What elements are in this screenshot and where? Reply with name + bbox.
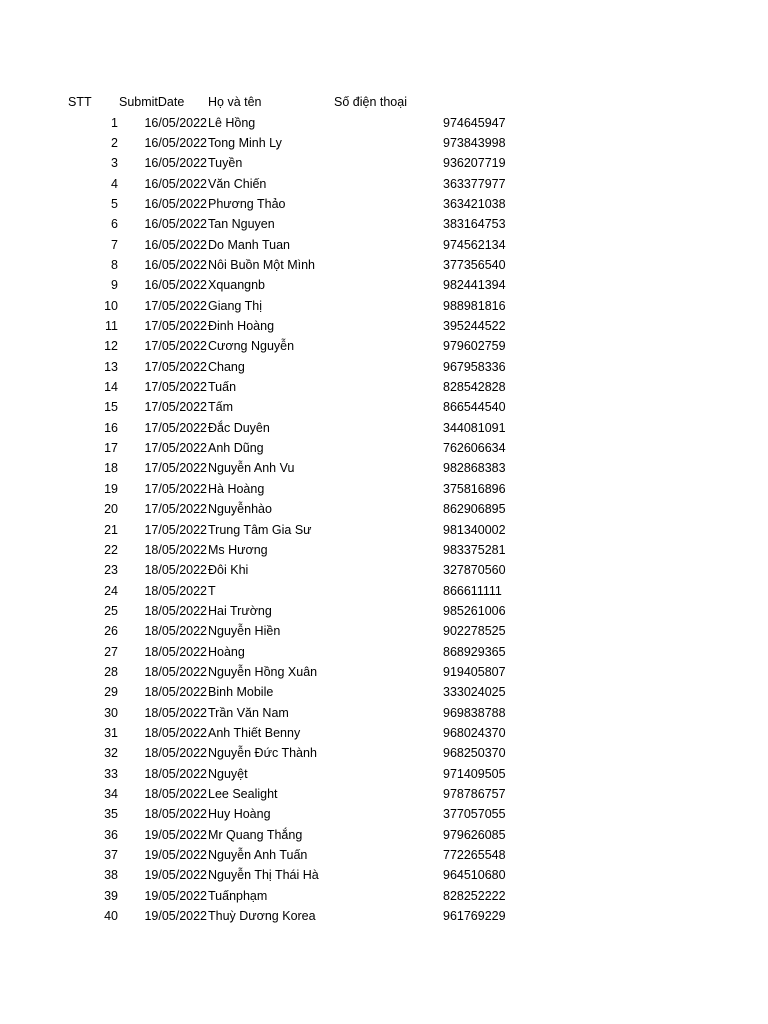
cell-name: Tấm bbox=[208, 400, 233, 415]
cell-submit-date: 17/05/2022 bbox=[144, 481, 207, 496]
cell-name: Nguyễn Hồng Xuân bbox=[208, 664, 318, 679]
table-row bbox=[0, 438, 768, 458]
cell-name: Binh Mobile bbox=[208, 685, 274, 700]
cell-stt: 33 bbox=[104, 766, 118, 781]
cell-submit-date: 18/05/2022 bbox=[144, 705, 207, 720]
cell-stt: 36 bbox=[104, 827, 118, 842]
cell-submit-date: 17/05/2022 bbox=[144, 522, 207, 537]
cell-phone: 973843998 bbox=[443, 135, 506, 150]
cell-stt: 35 bbox=[104, 807, 118, 822]
cell-stt: 5 bbox=[111, 196, 118, 211]
cell-phone: 377356540 bbox=[443, 257, 506, 272]
cell-submit-date: 19/05/2022 bbox=[144, 909, 207, 924]
cell-phone: 866611111 bbox=[443, 583, 502, 598]
cell-submit-date: 16/05/2022 bbox=[144, 237, 207, 252]
table-row bbox=[0, 886, 768, 906]
cell-name: Nguyễn Đức Thành bbox=[208, 746, 317, 761]
cell-stt: 14 bbox=[104, 380, 118, 395]
cell-submit-date: 18/05/2022 bbox=[144, 766, 207, 781]
table-row bbox=[0, 520, 768, 540]
cell-stt: 25 bbox=[104, 603, 118, 618]
cell-name: Văn Chiến bbox=[208, 176, 267, 191]
header-stt: STT bbox=[68, 95, 92, 109]
cell-stt: 28 bbox=[104, 664, 118, 679]
cell-stt: 17 bbox=[104, 441, 118, 456]
cell-phone: 968250370 bbox=[443, 746, 506, 761]
cell-submit-date: 16/05/2022 bbox=[144, 176, 207, 191]
cell-phone: 983375281 bbox=[443, 542, 506, 557]
table-row bbox=[0, 153, 768, 173]
cell-submit-date: 16/05/2022 bbox=[144, 135, 207, 150]
cell-submit-date: 18/05/2022 bbox=[144, 685, 207, 700]
cell-submit-date: 17/05/2022 bbox=[144, 461, 207, 476]
cell-stt: 9 bbox=[111, 278, 118, 293]
table-row bbox=[0, 174, 768, 194]
cell-name: Huy Hoàng bbox=[208, 807, 271, 822]
cell-stt: 12 bbox=[104, 339, 118, 354]
cell-stt: 2 bbox=[111, 135, 118, 150]
cell-name: Cương Nguyễn bbox=[208, 339, 295, 354]
cell-submit-date: 17/05/2022 bbox=[144, 420, 207, 435]
table-row bbox=[0, 113, 768, 133]
cell-name: Đôi Khi bbox=[208, 563, 249, 578]
cell-submit-date: 16/05/2022 bbox=[144, 278, 207, 293]
cell-phone: 936207719 bbox=[443, 156, 506, 171]
cell-name: T bbox=[208, 583, 216, 598]
cell-phone: 828252222 bbox=[443, 888, 506, 903]
table-row bbox=[0, 296, 768, 316]
cell-stt: 18 bbox=[104, 461, 118, 476]
table-row bbox=[0, 214, 768, 234]
cell-submit-date: 18/05/2022 bbox=[144, 787, 207, 802]
cell-phone: 327870560 bbox=[443, 563, 506, 578]
cell-stt: 34 bbox=[104, 787, 118, 802]
cell-name: Tan Nguyen bbox=[208, 217, 275, 232]
table-row bbox=[0, 845, 768, 865]
cell-submit-date: 19/05/2022 bbox=[144, 888, 207, 903]
table-row bbox=[0, 642, 768, 662]
table-row bbox=[0, 784, 768, 804]
cell-phone: 383164753 bbox=[443, 217, 506, 232]
cell-submit-date: 16/05/2022 bbox=[144, 156, 207, 171]
cell-stt: 26 bbox=[104, 624, 118, 639]
table-row bbox=[0, 316, 768, 336]
cell-name: Nguyễnhào bbox=[208, 502, 272, 517]
cell-submit-date: 17/05/2022 bbox=[144, 319, 207, 333]
cell-phone: 363377977 bbox=[443, 176, 506, 191]
cell-name: Hai Trường bbox=[208, 603, 272, 618]
cell-phone: 375816896 bbox=[443, 481, 506, 496]
cell-phone: 967958336 bbox=[443, 359, 506, 374]
cell-phone: 866544540 bbox=[443, 400, 506, 415]
cell-phone: 862906895 bbox=[443, 502, 506, 517]
cell-submit-date: 18/05/2022 bbox=[144, 664, 207, 679]
cell-stt: 21 bbox=[104, 522, 118, 537]
table-row bbox=[0, 662, 768, 682]
cell-submit-date: 17/05/2022 bbox=[144, 400, 207, 415]
table-row bbox=[0, 255, 768, 275]
cell-phone: 964510680 bbox=[443, 868, 506, 883]
table-row bbox=[0, 133, 768, 153]
table-row bbox=[0, 479, 768, 499]
cell-stt: 6 bbox=[111, 217, 118, 232]
cell-name: Chang bbox=[208, 359, 245, 374]
cell-stt: 15 bbox=[104, 400, 118, 415]
cell-phone: 969838788 bbox=[443, 705, 506, 720]
cell-phone: 395244522 bbox=[443, 319, 506, 333]
cell-name: Thuỳ Dương Korea bbox=[208, 909, 316, 924]
cell-phone: 979602759 bbox=[443, 339, 506, 354]
cell-submit-date: 16/05/2022 bbox=[144, 196, 207, 211]
cell-submit-date: 17/05/2022 bbox=[144, 339, 207, 354]
table-row bbox=[0, 682, 768, 702]
table-row bbox=[0, 601, 768, 621]
cell-phone: 344081091 bbox=[443, 420, 506, 435]
cell-phone: 982868383 bbox=[443, 461, 506, 476]
cell-stt: 23 bbox=[104, 563, 118, 578]
cell-submit-date: 18/05/2022 bbox=[144, 726, 207, 740]
cell-submit-date: 18/05/2022 bbox=[144, 644, 207, 659]
cell-submit-date: 18/05/2022 bbox=[144, 746, 207, 761]
cell-name: Do Manh Tuan bbox=[208, 237, 290, 252]
cell-phone: 979626085 bbox=[443, 827, 506, 842]
cell-name: Anh Dũng bbox=[208, 441, 264, 456]
cell-stt: 22 bbox=[104, 542, 118, 557]
cell-phone: 961769229 bbox=[443, 909, 506, 924]
cell-submit-date: 19/05/2022 bbox=[144, 827, 207, 842]
cell-stt: 10 bbox=[104, 298, 118, 313]
header-row bbox=[0, 92, 768, 112]
cell-phone: 363421038 bbox=[443, 196, 506, 211]
cell-name: Trần Văn Nam bbox=[208, 705, 289, 720]
cell-phone: 974645947 bbox=[443, 115, 506, 130]
cell-phone: 981340002 bbox=[443, 522, 506, 537]
cell-phone: 333024025 bbox=[443, 685, 506, 700]
cell-name: Lee Sealight bbox=[208, 787, 278, 802]
cell-submit-date: 18/05/2022 bbox=[144, 603, 207, 618]
table-row bbox=[0, 499, 768, 519]
cell-submit-date: 17/05/2022 bbox=[144, 298, 207, 313]
cell-phone: 902278525 bbox=[443, 624, 506, 639]
cell-name: Nguyễn Thị Thái Hà bbox=[208, 868, 319, 883]
cell-name: Nguyệt bbox=[208, 766, 248, 781]
cell-submit-date: 18/05/2022 bbox=[144, 563, 207, 578]
cell-stt: 4 bbox=[111, 176, 118, 191]
cell-stt: 31 bbox=[104, 726, 118, 740]
cell-name: Nôi Buồn Một Mình bbox=[208, 257, 315, 272]
cell-name: Anh Thiết Benny bbox=[208, 726, 301, 740]
cell-phone: 985261006 bbox=[443, 603, 506, 618]
cell-stt: 3 bbox=[111, 156, 118, 171]
cell-name: Hà Hoàng bbox=[208, 481, 265, 496]
table-row bbox=[0, 540, 768, 560]
cell-phone: 968024370 bbox=[443, 726, 506, 740]
cell-name: Trung Tâm Gia Sư bbox=[208, 522, 312, 537]
cell-submit-date: 17/05/2022 bbox=[144, 441, 207, 456]
header-phone: Số điện thoại bbox=[334, 95, 407, 109]
cell-submit-date: 18/05/2022 bbox=[144, 583, 207, 598]
cell-stt: 27 bbox=[104, 644, 118, 659]
cell-submit-date: 19/05/2022 bbox=[144, 868, 207, 883]
table-row bbox=[0, 723, 768, 743]
cell-phone: 982441394 bbox=[443, 278, 506, 293]
table-row bbox=[0, 418, 768, 438]
table-row bbox=[0, 397, 768, 417]
cell-name: Xquangnb bbox=[208, 278, 266, 293]
table-row bbox=[0, 458, 768, 478]
cell-submit-date: 18/05/2022 bbox=[144, 807, 207, 822]
cell-name: Phương Thảo bbox=[208, 196, 286, 211]
cell-submit-date: 17/05/2022 bbox=[144, 380, 207, 395]
cell-stt: 11 bbox=[105, 319, 118, 333]
cell-stt: 19 bbox=[104, 481, 118, 496]
cell-stt: 1 bbox=[111, 115, 118, 130]
cell-name: Nguyễn Anh Vu bbox=[208, 461, 295, 476]
cell-submit-date: 18/05/2022 bbox=[144, 624, 207, 639]
cell-stt: 30 bbox=[104, 705, 118, 720]
table-row bbox=[0, 336, 768, 356]
table-row bbox=[0, 825, 768, 845]
cell-stt: 32 bbox=[104, 746, 118, 761]
table-row bbox=[0, 275, 768, 295]
cell-submit-date: 19/05/2022 bbox=[144, 848, 207, 863]
table-row bbox=[0, 906, 768, 926]
table-row bbox=[0, 357, 768, 377]
cell-stt: 39 bbox=[104, 888, 118, 903]
table-row bbox=[0, 743, 768, 763]
cell-name: Lê Hồng bbox=[208, 115, 256, 130]
cell-phone: 828542828 bbox=[443, 380, 506, 395]
cell-stt: 20 bbox=[104, 502, 118, 517]
cell-stt: 24 bbox=[104, 583, 118, 598]
cell-name: Tuyền bbox=[208, 156, 243, 171]
cell-stt: 16 bbox=[104, 420, 118, 435]
cell-name: Mr Quang Thắng bbox=[208, 827, 303, 842]
cell-phone: 868929365 bbox=[443, 644, 506, 659]
cell-phone: 974562134 bbox=[443, 237, 506, 252]
cell-stt: 40 bbox=[104, 909, 118, 924]
cell-phone: 971409505 bbox=[443, 766, 506, 781]
cell-name: Hoàng bbox=[208, 644, 245, 659]
cell-phone: 762606634 bbox=[443, 441, 506, 456]
cell-phone: 978786757 bbox=[443, 787, 506, 802]
cell-phone: 772265548 bbox=[443, 848, 506, 863]
cell-phone: 919405807 bbox=[443, 664, 506, 679]
header-name: Họ và tên bbox=[208, 95, 262, 109]
cell-submit-date: 16/05/2022 bbox=[144, 217, 207, 232]
cell-name: Tong Minh Ly bbox=[208, 135, 282, 150]
cell-stt: 13 bbox=[104, 359, 118, 374]
cell-stt: 38 bbox=[104, 868, 118, 883]
cell-stt: 7 bbox=[111, 237, 118, 252]
table-row bbox=[0, 804, 768, 824]
cell-name: Tuấnphạm bbox=[208, 888, 268, 903]
cell-name: Ms Hương bbox=[208, 542, 268, 557]
cell-name: Giang Thị bbox=[208, 298, 262, 313]
table-row bbox=[0, 703, 768, 723]
table-row bbox=[0, 764, 768, 784]
header-submit-date: SubmitDate bbox=[119, 95, 185, 109]
table-row bbox=[0, 621, 768, 641]
table-row bbox=[0, 377, 768, 397]
table-row bbox=[0, 560, 768, 580]
cell-stt: 29 bbox=[104, 685, 118, 700]
table-row bbox=[0, 194, 768, 214]
cell-submit-date: 17/05/2022 bbox=[144, 502, 207, 517]
cell-name: Đinh Hoàng bbox=[208, 319, 275, 333]
cell-stt: 37 bbox=[104, 848, 118, 863]
cell-name: Tuấn bbox=[208, 380, 237, 395]
table-row bbox=[0, 235, 768, 255]
cell-submit-date: 16/05/2022 bbox=[144, 115, 207, 130]
table-row bbox=[0, 865, 768, 885]
table-row bbox=[0, 581, 768, 601]
cell-name: Đắc Duyên bbox=[208, 420, 270, 435]
cell-phone: 988981816 bbox=[443, 298, 506, 313]
cell-phone: 377057055 bbox=[443, 807, 506, 822]
cell-stt: 8 bbox=[111, 257, 118, 272]
cell-name: Nguyễn Hiền bbox=[208, 624, 281, 639]
cell-submit-date: 18/05/2022 bbox=[144, 542, 207, 557]
cell-submit-date: 16/05/2022 bbox=[144, 257, 207, 272]
cell-name: Nguyễn Anh Tuấn bbox=[208, 848, 308, 863]
cell-submit-date: 17/05/2022 bbox=[144, 359, 207, 374]
